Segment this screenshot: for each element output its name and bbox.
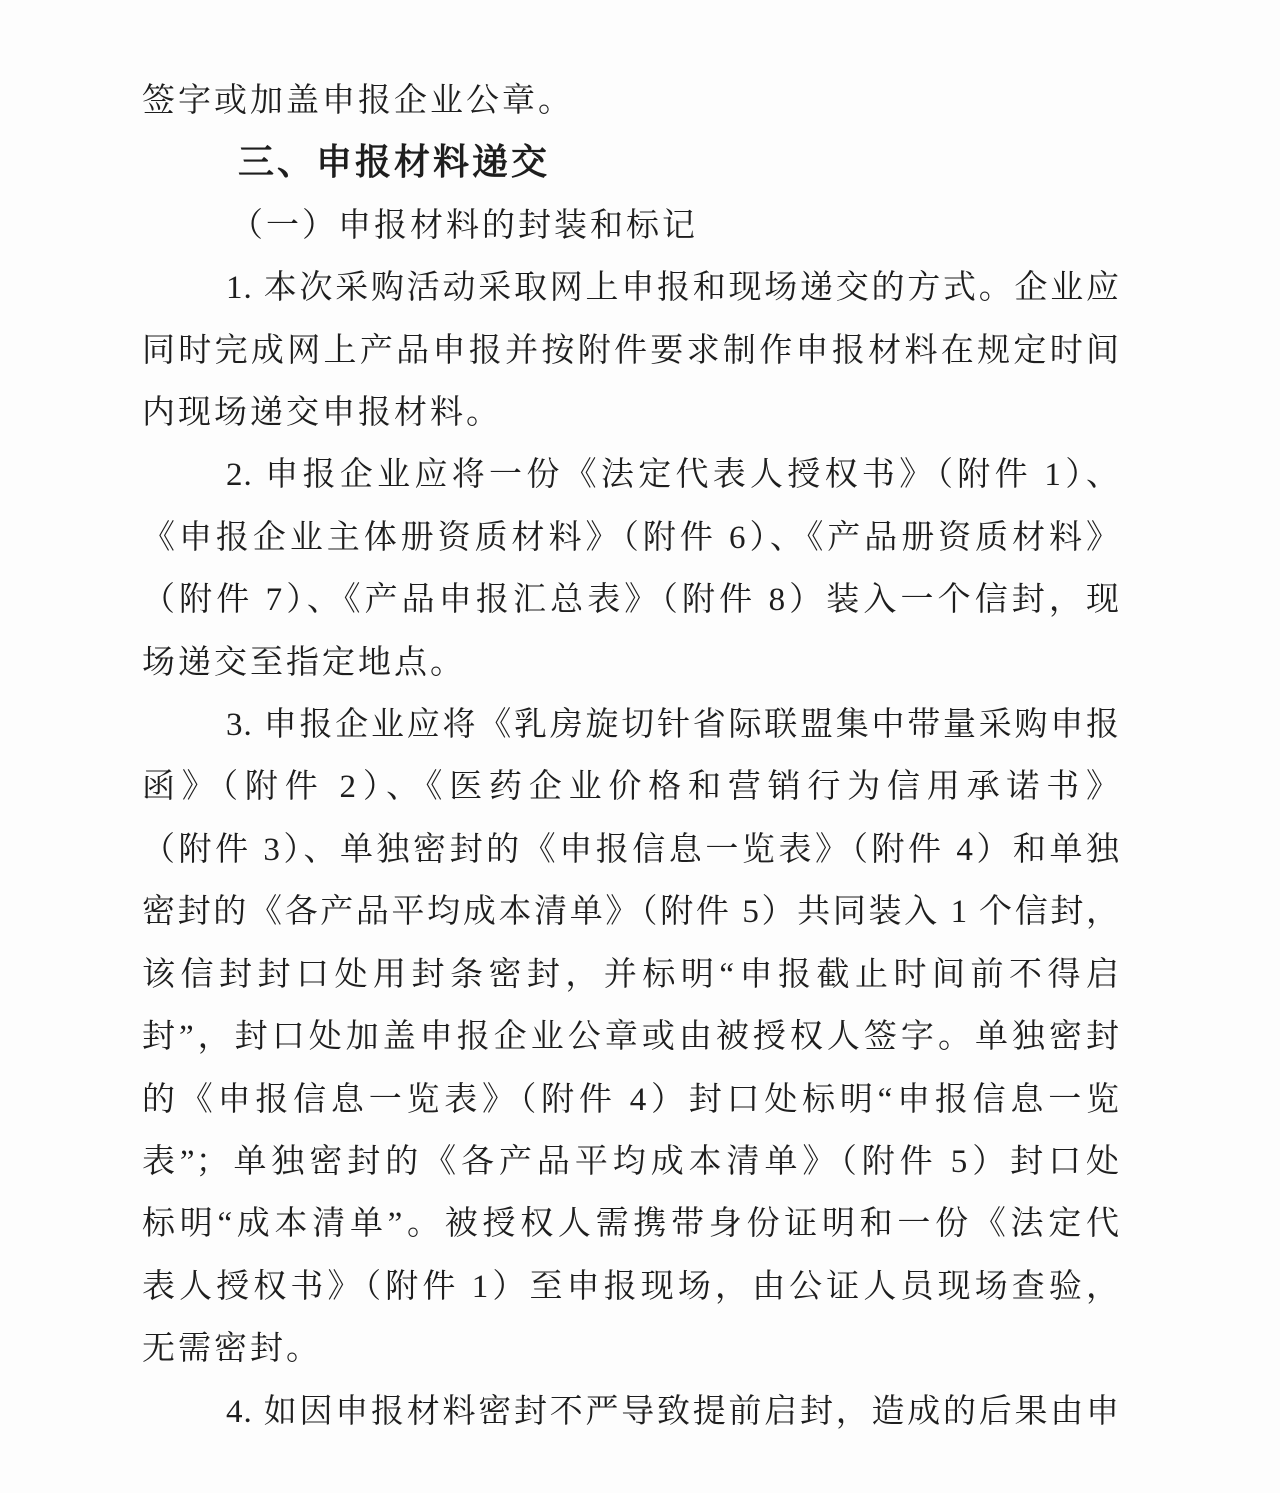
subsection-heading: （一）申报材料的封装和标记	[230, 207, 698, 244]
paragraph-1-line-1: 1. 本次采购活动采取网上申报和现场递交的方式。企业应	[226, 270, 1120, 307]
paragraph-1-line-2: 同时完成网上产品申报并按附件要求制作申报材料在规定时间	[142, 332, 1120, 369]
paragraph-2-line-2: 《申报企业主体册资质材料》（附件 6）、《产品册资质材料》	[142, 519, 1120, 556]
paragraph-3-line-5: 该信封封口处用封条密封，并标明“申报截止时间前不得启	[142, 956, 1120, 993]
paragraph-3-line-8: 表”；单独密封的《各产品平均成本清单》（附件 5）封口处	[142, 1143, 1120, 1180]
paragraph-continuation-line: 签字或加盖申报企业公章。	[142, 83, 574, 119]
paragraph-3-line-2: 函》（附件 2）、《医药企业价格和营销行为信用承诺书》	[142, 769, 1120, 806]
paragraph-2-line-3: （附件 7）、《产品申报汇总表》（附件 8）装入一个信封，现	[142, 582, 1120, 619]
paragraph-2-line-4: 场递交至指定地点。	[142, 644, 466, 681]
paragraph-2-line-1: 2. 申报企业应将一份《法定代表人授权书》（附件 1）、	[226, 457, 1120, 494]
paragraph-3-line-4: 密封的《各产品平均成本清单》（附件 5）共同装入 1 个信封，	[142, 894, 1120, 931]
section-heading: 三、申报材料递交	[238, 142, 551, 184]
paragraph-1-line-3: 内现场递交申报材料。	[142, 395, 502, 432]
paragraph-3-line-9: 标明“成本清单”。被授权人需携带身份证明和一份《法定代	[142, 1206, 1120, 1243]
paragraph-3-line-3: （附件 3）、单独密封的《申报信息一览表》（附件 4）和单独	[142, 831, 1120, 868]
paragraph-3-line-10: 表人授权书》（附件 1）至申报现场，由公证人员现场查验，	[142, 1268, 1120, 1305]
paragraph-3-line-11: 无需密封。	[142, 1331, 322, 1368]
paragraph-3-line-7: 的《申报信息一览表》（附件 4）封口处标明“申报信息一览	[142, 1081, 1120, 1118]
document-body	[142, 70, 1120, 1443]
paragraph-3-line-6: 封”，封口处加盖申报企业公章或由被授权人签字。单独密封	[142, 1019, 1120, 1056]
paragraph-4-line-1: 4. 如因申报材料密封不严导致提前启封，造成的后果由申	[226, 1393, 1120, 1430]
paragraph-3-line-1: 3. 申报企业应将《乳房旋切针省际联盟集中带量采购申报	[226, 707, 1120, 744]
